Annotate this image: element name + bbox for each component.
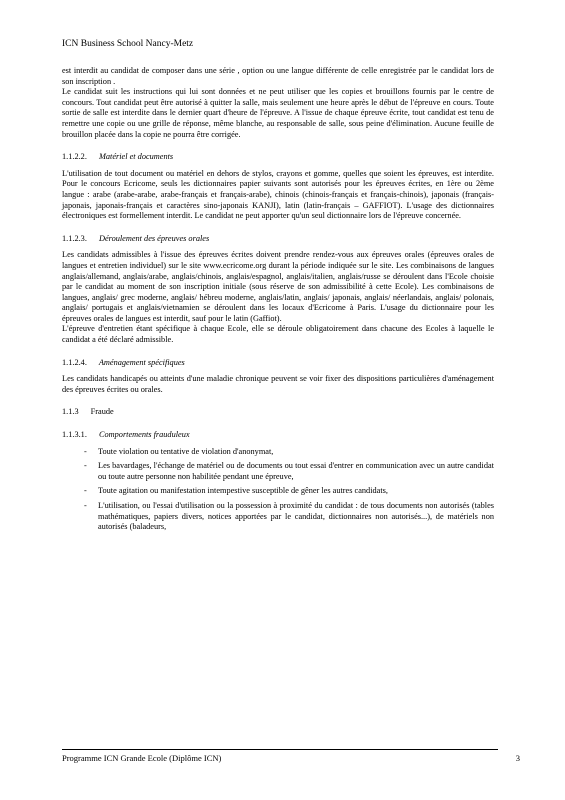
- list-item: - Les bavardages, l'échange de matériel ou de documents ou tout essai d'entrer en communication avec un autre candidat ou toute autre personne non habilitée pendant une épreuve,: [84, 461, 494, 481]
- intro-paragraph-1: est interdit au candidat de composer dans une série , option ou une langue différente de celle enregistrée par le candidat lors de son inscription .: [62, 66, 494, 86]
- section-number: 1.1.2.2.: [62, 152, 87, 162]
- section-title: Aménagement spécifiques: [98, 357, 185, 367]
- footer-divider: [62, 749, 498, 750]
- intro-paragraph-2: Le candidat suit les instructions qui lui sont données et ne peut utiliser que les copies et brouillons fournis par le centre de concours. Tout candidat peut être autorisé à quitter la salle, mais seulement une heure après le début de l'épreuve en cours. Toute sortie de salle est interdite dans le dernier quart d'heure de l'épreuve. A l'issue de chaque épreuve écrite, tout candidat est tenu de remettre une copie ou une grille de réponse, même blanche, au responsable de salle, sous peine d'élimination. Aucune feuille de brouillon placée dans la copie ne pourra être corrigée.: [62, 87, 494, 139]
- section-heading-amenagement: [62, 358, 494, 369]
- section-paragraph: L'épreuve d'entretien étant spécifique à chaque Ecole, elle se déroule obligatoirement dans chacune des Ecoles à laquelle le candidat a été déclaré admissible.: [62, 324, 494, 345]
- section-paragraph: Les candidats handicapés ou atteints d'une maladie chronique peuvent se voir fixer des dispositions particulières d'aménagement des épreuves écrites ou orales.: [62, 374, 494, 394]
- section-title: Matériel et documents: [98, 152, 174, 162]
- section-heading-deroulement: [62, 234, 494, 245]
- list-item: - Toute agitation ou manifestation intempestive susceptible de gêner les autres candidats,: [84, 486, 388, 496]
- section-number: 1.1.2.4.: [62, 357, 87, 367]
- section-title: Fraude: [90, 407, 114, 417]
- page-header: ICN Business School Nancy-Metz: [62, 39, 194, 49]
- fraud-list: [62, 447, 494, 533]
- page-footer: [62, 753, 520, 763]
- section-title: Déroulement des épreuves orales: [98, 233, 210, 243]
- section-paragraph: L'utilisation de tout document ou matériel en dehors de stylos, crayons et gomme, quelles que soient les épreuves, est interdite. Pour le concours Ecricome, seuls les dictionnaires papier suivants sont autorisés pour les épreuves écrites, en 1ère ou 2ème langue : arabe (arabe-arabe, arabe-français et français-arabe), chinois (chinois-français et français-chinois), japonais (français-japonais, japonais-français et caractères sino-japonais KANJI), latin (latin-français – GAFFIOT). L'usage des dictionnaires électroniques est formellement interdit. Le candidat ne peut apporter qu'un seul dictionnaire lors de l'épreuve concernée.: [62, 168, 494, 221]
- section-heading-fraude: [62, 407, 494, 418]
- section-paragraph: Les candidats admissibles à l'issue des épreuves écrites doivent prendre rendez-vous aux épreuves orales (épreuves orales de langues et entretien individuel) sur le site www.ecricome.org durant la période indiquée sur le site. Les combinaisons de langues anglais/allemand, anglais/arabe, anglais/chinois, anglais/espagnol, anglais/italien, anglais/russe se déroulent dans l'Ecole choisie par le candidat au moment de son inscription initiale (sous réserve de son admissibilité à cette Ecole). Les combinaisons de langues, anglais/ grec moderne, anglais/ hébreu moderne, anglais/latin, anglais/ japonais, anglais/ néerlandais, anglais/ polonais, anglais/ portugais et anglais/vietnamien se déroulent dans les locaux d'Ecricome à Paris. L'usage du dictionnaire pour les épreuves orales de langues est interdit, sauf pour le latin (Gaffiot).: [62, 250, 494, 323]
- section-number: 1.1.3: [62, 407, 79, 417]
- list-item: - L'utilisation, ou l'essai d'utilisation ou la possession à proximité du candidat : de tous documents non autorisés (tables mathématiques, papiers divers, notices apportées par le candidat, dictionnaires non autorisés...), de matériels non autorisés (baladeurs,: [84, 501, 494, 532]
- page-number: 3: [515, 753, 520, 763]
- section-heading-materiel: [62, 152, 494, 163]
- section-title: Comportements frauduleux: [98, 430, 190, 440]
- section-number: 1.1.3.1.: [62, 430, 87, 440]
- footer-program: Programme ICN Grande Ecole (Diplôme ICN): [62, 753, 222, 763]
- page-content: [62, 66, 494, 537]
- list-item: - Toute violation ou tentative de violation d'anonymat,: [84, 446, 274, 456]
- section-number: 1.1.2.3.: [62, 233, 87, 243]
- section-heading-comportements: [62, 430, 494, 441]
